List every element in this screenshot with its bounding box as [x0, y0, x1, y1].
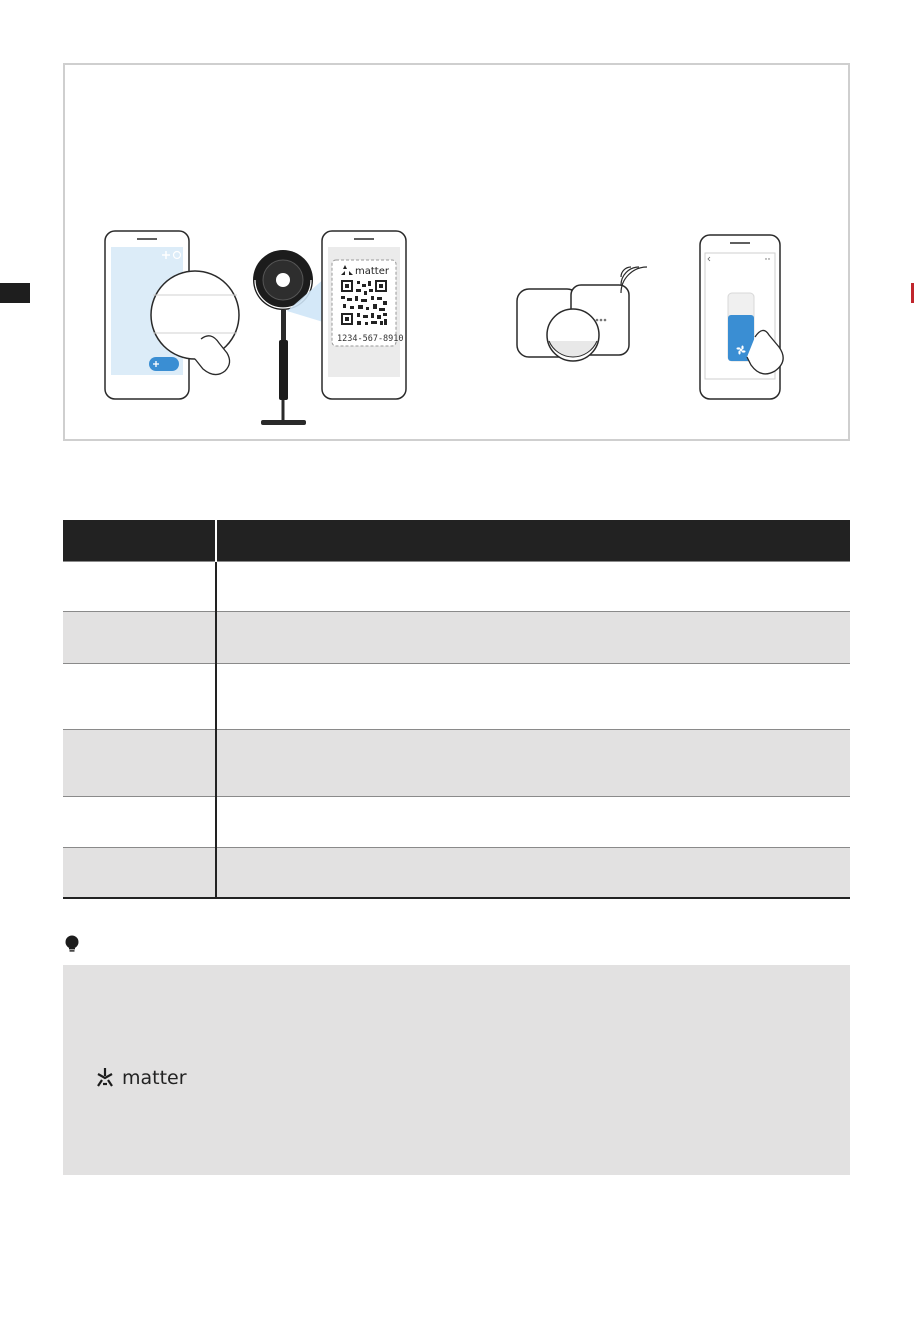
matter-logo — [95, 1066, 195, 1092]
lightbulb-icon — [64, 935, 80, 953]
table-cell — [216, 561, 850, 611]
fan-illustration — [253, 250, 333, 425]
qr-matter-logo-text: matter — [355, 266, 389, 277]
table-cell — [63, 663, 216, 729]
matter-mark-icon — [98, 1068, 112, 1086]
table-row — [63, 796, 850, 847]
table-header-row — [63, 520, 850, 561]
table-row — [63, 847, 850, 898]
table-cell — [216, 796, 850, 847]
table-row — [63, 729, 850, 796]
setup-illustration-panel — [63, 63, 850, 441]
table-cell — [63, 561, 216, 611]
setup-steps-illustration — [65, 65, 852, 443]
smart-hub-illustration — [517, 267, 647, 361]
qr-setup-code: 1234-567-8910 — [337, 334, 404, 344]
table-cell — [63, 729, 216, 796]
table-cell — [63, 796, 216, 847]
table-header-cell — [216, 520, 850, 561]
table-cell — [216, 663, 850, 729]
table-header-cell — [63, 520, 216, 561]
specification-table — [63, 520, 850, 899]
table-row — [63, 663, 850, 729]
section-edge-tab — [0, 283, 30, 303]
phone-app-add-device — [105, 231, 239, 399]
table-cell — [216, 611, 850, 663]
phone-scan-qr — [322, 231, 406, 399]
table-cell — [216, 847, 850, 898]
matter-logo-text: matter — [122, 1067, 187, 1089]
table-cell — [63, 847, 216, 898]
table-row — [63, 611, 850, 663]
phone-control-fan — [700, 235, 783, 399]
table-cell — [63, 611, 216, 663]
table-cell — [216, 729, 850, 796]
table-row — [63, 561, 850, 611]
